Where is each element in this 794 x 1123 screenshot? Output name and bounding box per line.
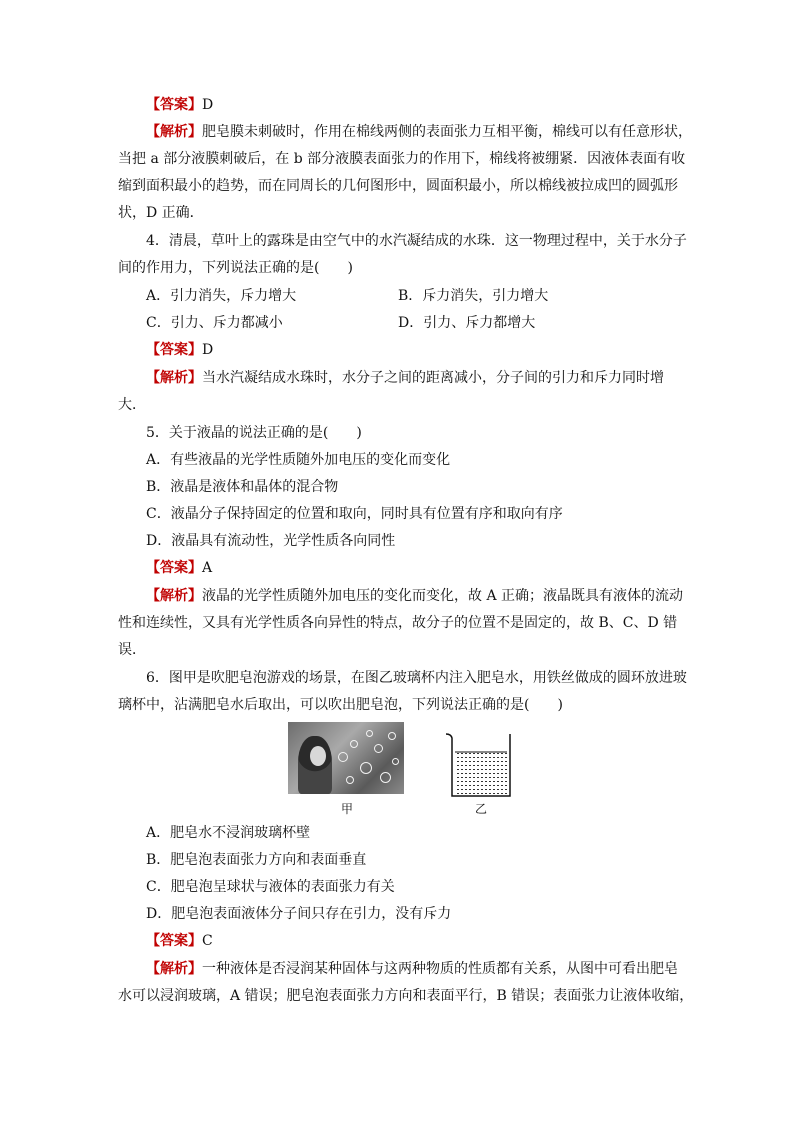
q4-analysis-line-2: 大． (118, 397, 146, 413)
answer-tag: 【答案】 (146, 342, 202, 358)
q4-analysis-line-1 (146, 368, 716, 388)
q6-option-c: C．肥皂泡呈球状与液体的表面张力有关 (146, 879, 395, 895)
bubble-photo (288, 722, 404, 794)
bubble (366, 730, 373, 737)
q5-answer-value: A (202, 560, 213, 576)
q4-answer-line (146, 340, 716, 360)
answer-tag: 【答案】 (146, 933, 202, 949)
analysis-tag: 【解析】 (146, 961, 202, 977)
q5-option-d: D．液晶具有流动性，光学性质各向同性 (146, 533, 396, 549)
q6-answer-line (146, 931, 716, 951)
answer-tag: 【答案】 (146, 97, 202, 113)
q3-analysis-line-2: 当把 a 部分液膜刺破后，在 b 部分液膜表面张力的作用下，棉线将被绷紧．因液体表面有收 (118, 151, 686, 167)
analysis-tag: 【解析】 (146, 124, 202, 140)
bubble (392, 758, 399, 765)
q5-analysis-line-1 (146, 586, 716, 606)
q4-option-a: A．引力消失，斥力增大 (146, 288, 297, 304)
bubble (374, 744, 383, 753)
bubble (338, 752, 348, 762)
q4-stem-line-1: 4．清晨，草叶上的露珠是由空气中的水汽凝结成的水珠．这一物理过程中，关于水分子 (146, 233, 687, 249)
q4-analysis-text-1: 当水汽凝结成水珠时，水分子之间的距离减小，分子间的引力和斥力同时增 (202, 370, 664, 386)
q5-analysis-text-1: 液晶的光学性质随外加电压的变化而变化，故 A 正确；液晶既具有液体的流动 (202, 588, 684, 604)
analysis-tag: 【解析】 (146, 588, 202, 604)
bubble (360, 762, 372, 774)
q6-stem-line-1: 6．图甲是吹肥皂泡游戏的场景，在图乙玻璃杯内注入肥皂水，用铁丝做成的圆环放进玻 (146, 670, 687, 686)
analysis-tag: 【解析】 (146, 370, 202, 386)
bubble (346, 776, 354, 784)
q5-analysis-line-3: 误． (118, 642, 146, 658)
figure-caption-yi: 乙 (475, 802, 488, 816)
q5-option-b: B．液晶是液体和晶体的混合物 (146, 479, 339, 495)
q5-answer-line (146, 558, 716, 578)
q5-option-c: C．液晶分子保持固定的位置和取向，同时具有位置有序和取向有序 (146, 506, 563, 522)
q6-analysis-line-1 (146, 959, 716, 979)
q4-answer-value: D (202, 342, 214, 358)
answer-tag: 【答案】 (146, 560, 202, 576)
q6-analysis-line-2: 水可以浸润玻璃，A 错误；肥皂泡表面张力方向和表面平行，B 错误；表面张力让液体收缩， (118, 988, 694, 1004)
q6-answer-value: C (202, 933, 213, 949)
q4-stem-line-2: 间的作用力，下列说法正确的是( ) (118, 260, 353, 276)
q3-answer-line (146, 95, 716, 115)
q6-analysis-text-1: 一种液体是否浸润某种固体与这两种物质的性质都有关系，从图中可看出肥皂 (202, 961, 678, 977)
q4-option-b: B．斥力消失，引力增大 (398, 288, 549, 304)
q5-analysis-line-2: 性和连续性，又具有光学性质各向异性的特点，故分子的位置不是固定的，故 B、C、D 错 (118, 615, 678, 631)
bubble (388, 732, 396, 740)
q6-option-d: D．肥皂泡表面液体分子间只存在引力，没有斥力 (146, 906, 452, 922)
q4-option-c: C．引力、斥力都减小 (146, 315, 283, 331)
figure-caption-jia: 甲 (341, 802, 354, 816)
q5-stem: 5．关于液晶的说法正确的是( ) (146, 425, 362, 441)
q6-stem-line-2: 璃杯中，沾满肥皂水后取出，可以吹出肥皂泡，下列说法正确的是( ) (118, 697, 563, 713)
q3-analysis-line-4: 状，D 正确． (118, 205, 204, 221)
child-face (310, 746, 326, 766)
soap-water (455, 752, 507, 794)
q3-answer-value: D (202, 97, 214, 113)
q3-analysis-line-3: 缩到面积最小的趋势，而在同周长的几何图形中，圆面积最小，所以棉线被拉成凹的圆弧形 (118, 178, 678, 194)
q6-option-a: A．肥皂水不浸润玻璃杯壁 (146, 825, 311, 841)
beaker-figure (440, 728, 524, 800)
bubble (380, 772, 391, 783)
bubble (350, 740, 358, 748)
q5-option-a: A．有些液晶的光学性质随外加电压的变化而变化 (146, 452, 451, 468)
q4-option-d: D．引力、斥力都增大 (398, 315, 536, 331)
q6-option-b: B．肥皂泡表面张力方向和表面垂直 (146, 852, 367, 868)
q3-analysis-text-1: 肥皂膜未刺破时，作用在棉线两侧的表面张力互相平衡，棉线可以有任意形状， (202, 124, 692, 140)
q3-analysis-line-1 (146, 122, 716, 142)
